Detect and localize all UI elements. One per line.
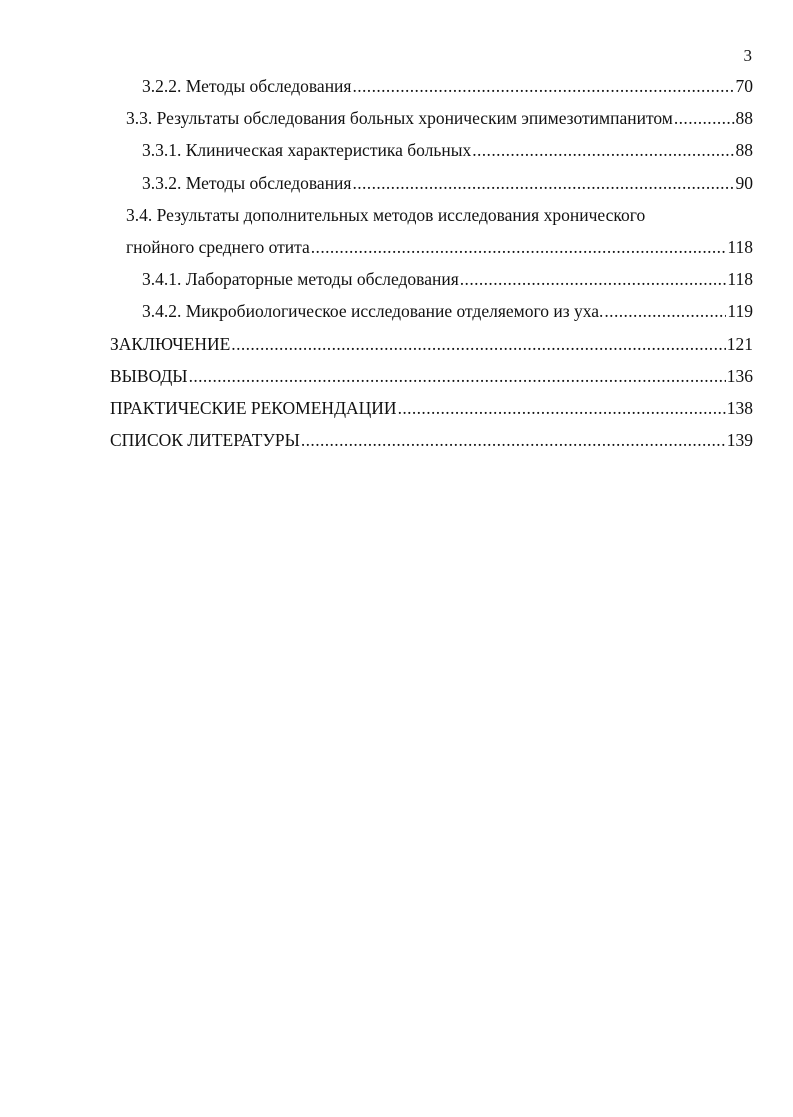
toc-entry-title: ПРАКТИЧЕСКИЕ РЕКОМЕНДАЦИИ [110,398,397,418]
toc-entry-3-4-2 [142,300,753,322]
toc-leader-dots [398,397,726,419]
toc-entry-3-4 [126,236,753,258]
toc-entry-3-2-2 [142,75,753,97]
toc-entry-title: 3.4.1. Лабораторные методы обследования [142,269,459,289]
toc-entry-title: ВЫВОДЫ [110,366,188,386]
toc-leader-dots [301,429,726,451]
toc-entry-title: гнойного среднего отита [126,237,310,257]
toc-entry-page: 119 [727,301,753,321]
toc-entry-page: 88 [735,108,753,128]
toc-leader-dots [674,107,735,129]
toc-entry-page: 88 [735,140,753,160]
toc-entry-findings [110,365,753,387]
toc-entry-page: 136 [726,366,753,386]
toc-leader-dots [352,172,734,194]
toc-entry-page: 139 [726,430,753,450]
toc-entry-conclusion [110,333,753,355]
toc-entry-page: 138 [726,398,753,418]
toc-leader-dots [311,236,727,258]
toc-leader-dots [460,268,727,290]
toc-entry-3-3 [126,107,753,129]
toc-entry-recommendations [110,397,753,419]
toc-entry-page: 90 [735,173,753,193]
toc-leader-dots [231,333,725,355]
toc-entry-title: СПИСОК ЛИТЕРАТУРЫ [110,430,300,450]
toc-entry-title: 3.2.2. Методы обследования [142,76,352,96]
toc-leader-dots [472,139,734,161]
toc-entry-page: 121 [726,334,753,354]
toc-entry-title: 3.3. Результаты обследования больных хроническим эпимезотимпанитом [126,108,673,128]
toc-entry-page: 70 [735,76,753,96]
toc-entry-title: 3.3.2. Методы обследования [142,173,352,193]
toc-entry-page: 118 [727,237,753,257]
toc-entry-3-4-1 [142,268,753,290]
toc-leader-dots [604,300,726,322]
toc-entry-3-4-line1: 3.4. Результаты дополнительных методов исследования хронического [126,205,646,225]
toc-entry-title: 3.3.1. Клиническая характеристика больных [142,140,472,160]
toc-entry-3-3-2 [142,172,753,194]
page-number: 3 [743,46,752,65]
toc-leader-dots [352,75,734,97]
toc-leader-dots [189,365,726,387]
toc-entry-3-3-1 [142,139,753,161]
toc-entry-title: 3.4.2. Микробиологическое исследование отделяемого из уха. [142,301,604,321]
toc-entry-page: 118 [727,269,753,289]
toc-entry-references [110,429,753,451]
toc-entry-title: ЗАКЛЮЧЕНИЕ [110,334,231,354]
